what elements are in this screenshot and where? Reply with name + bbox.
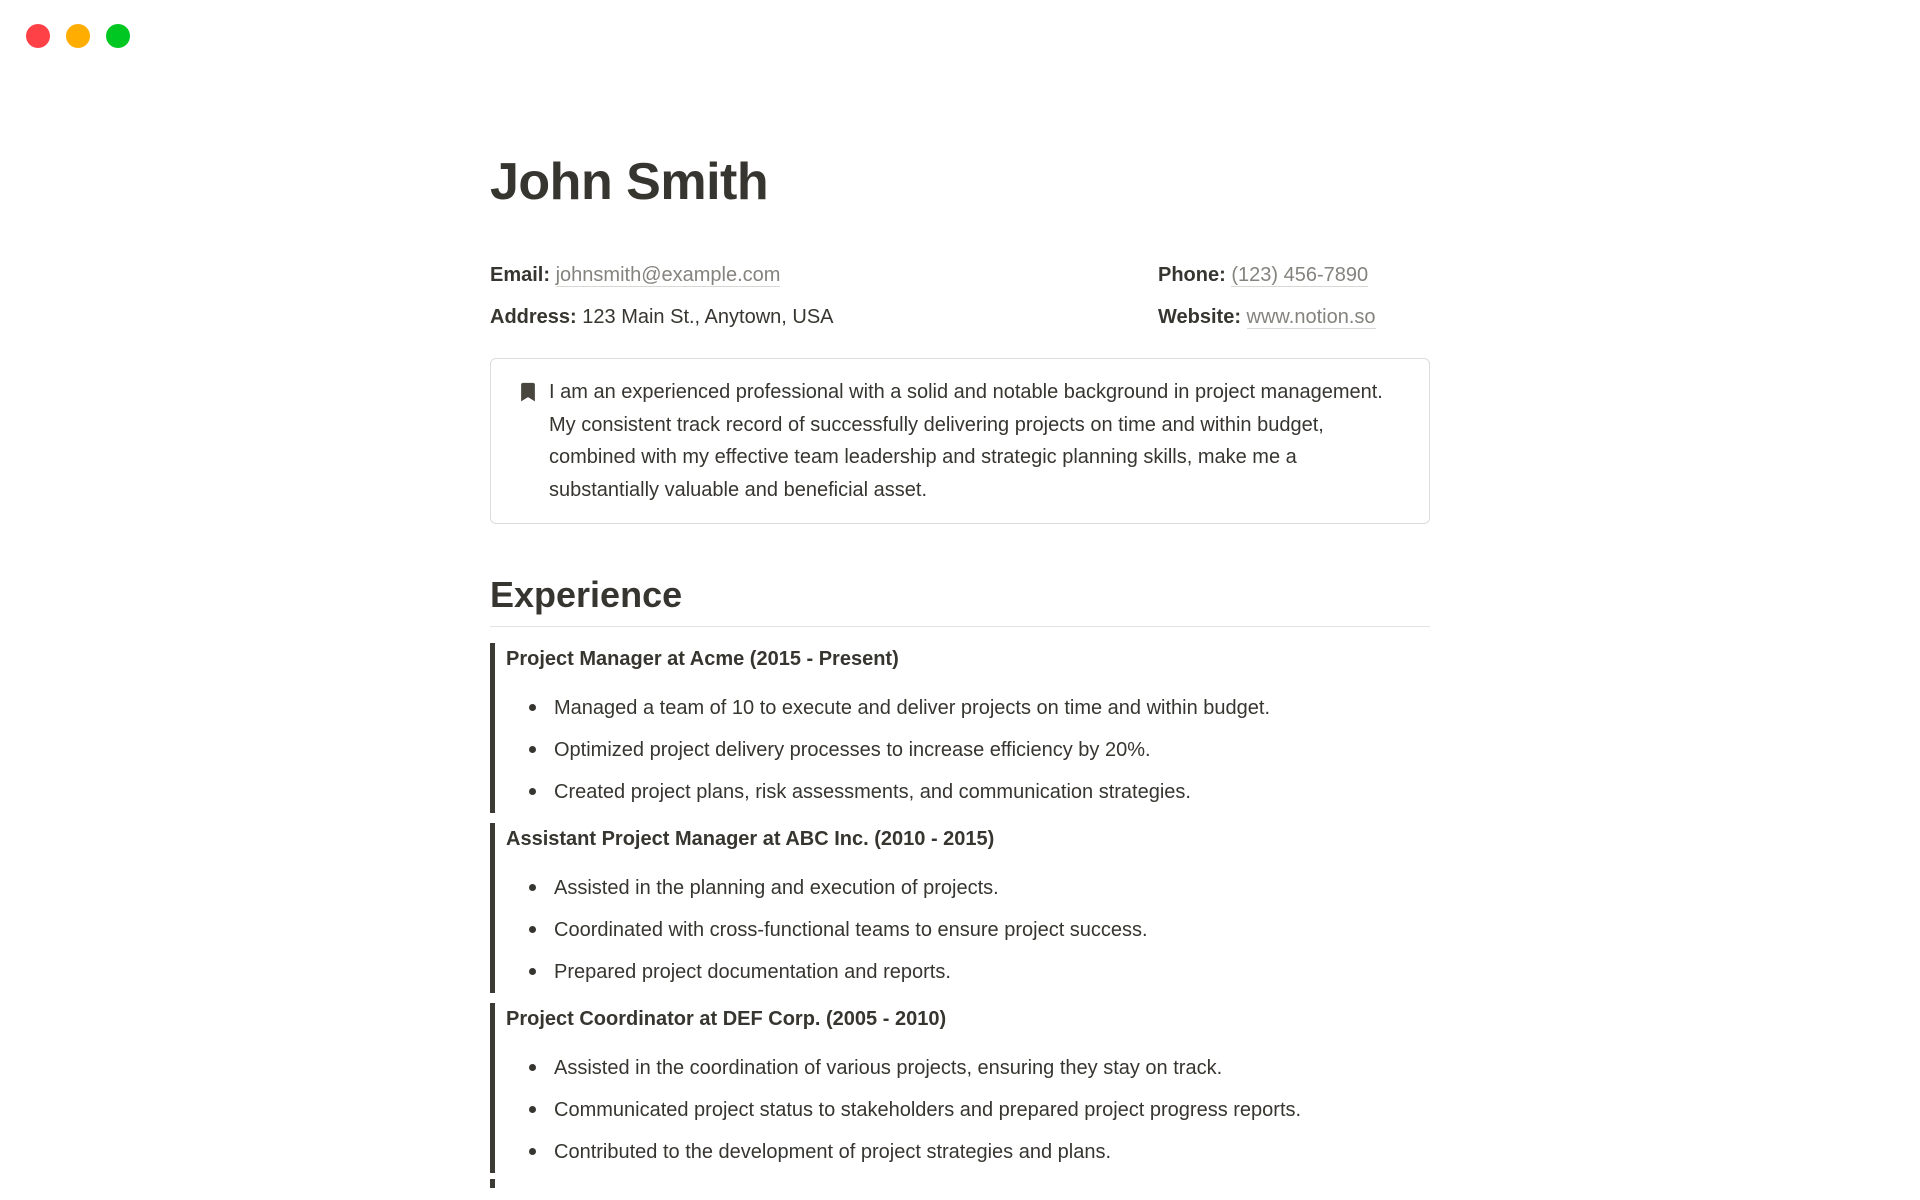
entry-bullet-list <box>495 867 1430 993</box>
bookmark-icon <box>517 381 539 403</box>
entry-title: Assistant Project Manager at ABC Inc. (2010 - 2015) <box>506 828 995 850</box>
list-item: Prepared project documentation and reports. <box>495 951 1430 993</box>
entry-bullet-list <box>495 1047 1430 1173</box>
minimize-button[interactable] <box>66 24 90 48</box>
experience-entry <box>490 823 1430 993</box>
contact-section <box>490 254 1430 338</box>
list-item: Created project plans, risk assessments, and communication strategies. <box>495 771 1430 813</box>
experience-entry <box>490 1003 1430 1173</box>
entry-title: Project Coordinator at DEF Corp. (2005 - 2010) <box>506 1008 947 1030</box>
email-link[interactable]: johnsmith@example.com <box>555 264 781 286</box>
contact-column-right <box>1158 254 1430 338</box>
list-item: Managed a team of 10 to execute and deliver projects on time and within budget. <box>495 687 1430 729</box>
list-item: Optimized project delivery processes to increase efficiency by 20%. <box>495 729 1430 771</box>
page-title: John Smith <box>490 153 769 211</box>
email-label: Email: <box>490 264 551 286</box>
window-controls <box>26 24 130 48</box>
summary-callout[interactable] <box>490 358 1430 524</box>
experience-heading: Experience <box>490 574 683 615</box>
website-label: Website: <box>1158 306 1241 328</box>
section-divider <box>490 626 1430 627</box>
entry-bullet-list <box>495 687 1430 813</box>
phone-row <box>1158 254 1430 296</box>
address-label: Address: <box>490 306 577 328</box>
zoom-button[interactable] <box>106 24 130 48</box>
website-row <box>1158 296 1430 338</box>
list-item: Assisted in the coordination of various projects, ensuring they stay on track. <box>495 1047 1430 1089</box>
email-row <box>490 254 1158 296</box>
list-item: Coordinated with cross-functional teams to ensure project success. <box>495 909 1430 951</box>
contact-column-left <box>490 254 1158 338</box>
entry-title: Project Manager at Acme (2015 - Present) <box>506 648 899 670</box>
website-link[interactable]: www.notion.so <box>1246 306 1376 328</box>
phone-label: Phone: <box>1158 264 1226 286</box>
list-item: Assisted in the planning and execution of projects. <box>495 867 1430 909</box>
list-item: Communicated project status to stakeholders and prepared project progress reports. <box>495 1089 1430 1131</box>
address-value: 123 Main St., Anytown, USA <box>582 306 834 328</box>
close-button[interactable] <box>26 24 50 48</box>
summary-text: I am an experienced professional with a solid and notable background in project management. My consistent track record of successfully delivering projects on time and within budget, combined with my effective team leadership and strategic planning skills, make me a substantially valuable and beneficial asset. <box>549 381 1383 501</box>
resume-page <box>490 0 1430 1188</box>
experience-entry <box>490 643 1430 813</box>
next-entry-quote-bar <box>490 1179 495 1188</box>
address-row <box>490 296 1158 338</box>
phone-link[interactable]: (123) 456-7890 <box>1231 264 1369 286</box>
list-item: Contributed to the development of project strategies and plans. <box>495 1131 1430 1173</box>
